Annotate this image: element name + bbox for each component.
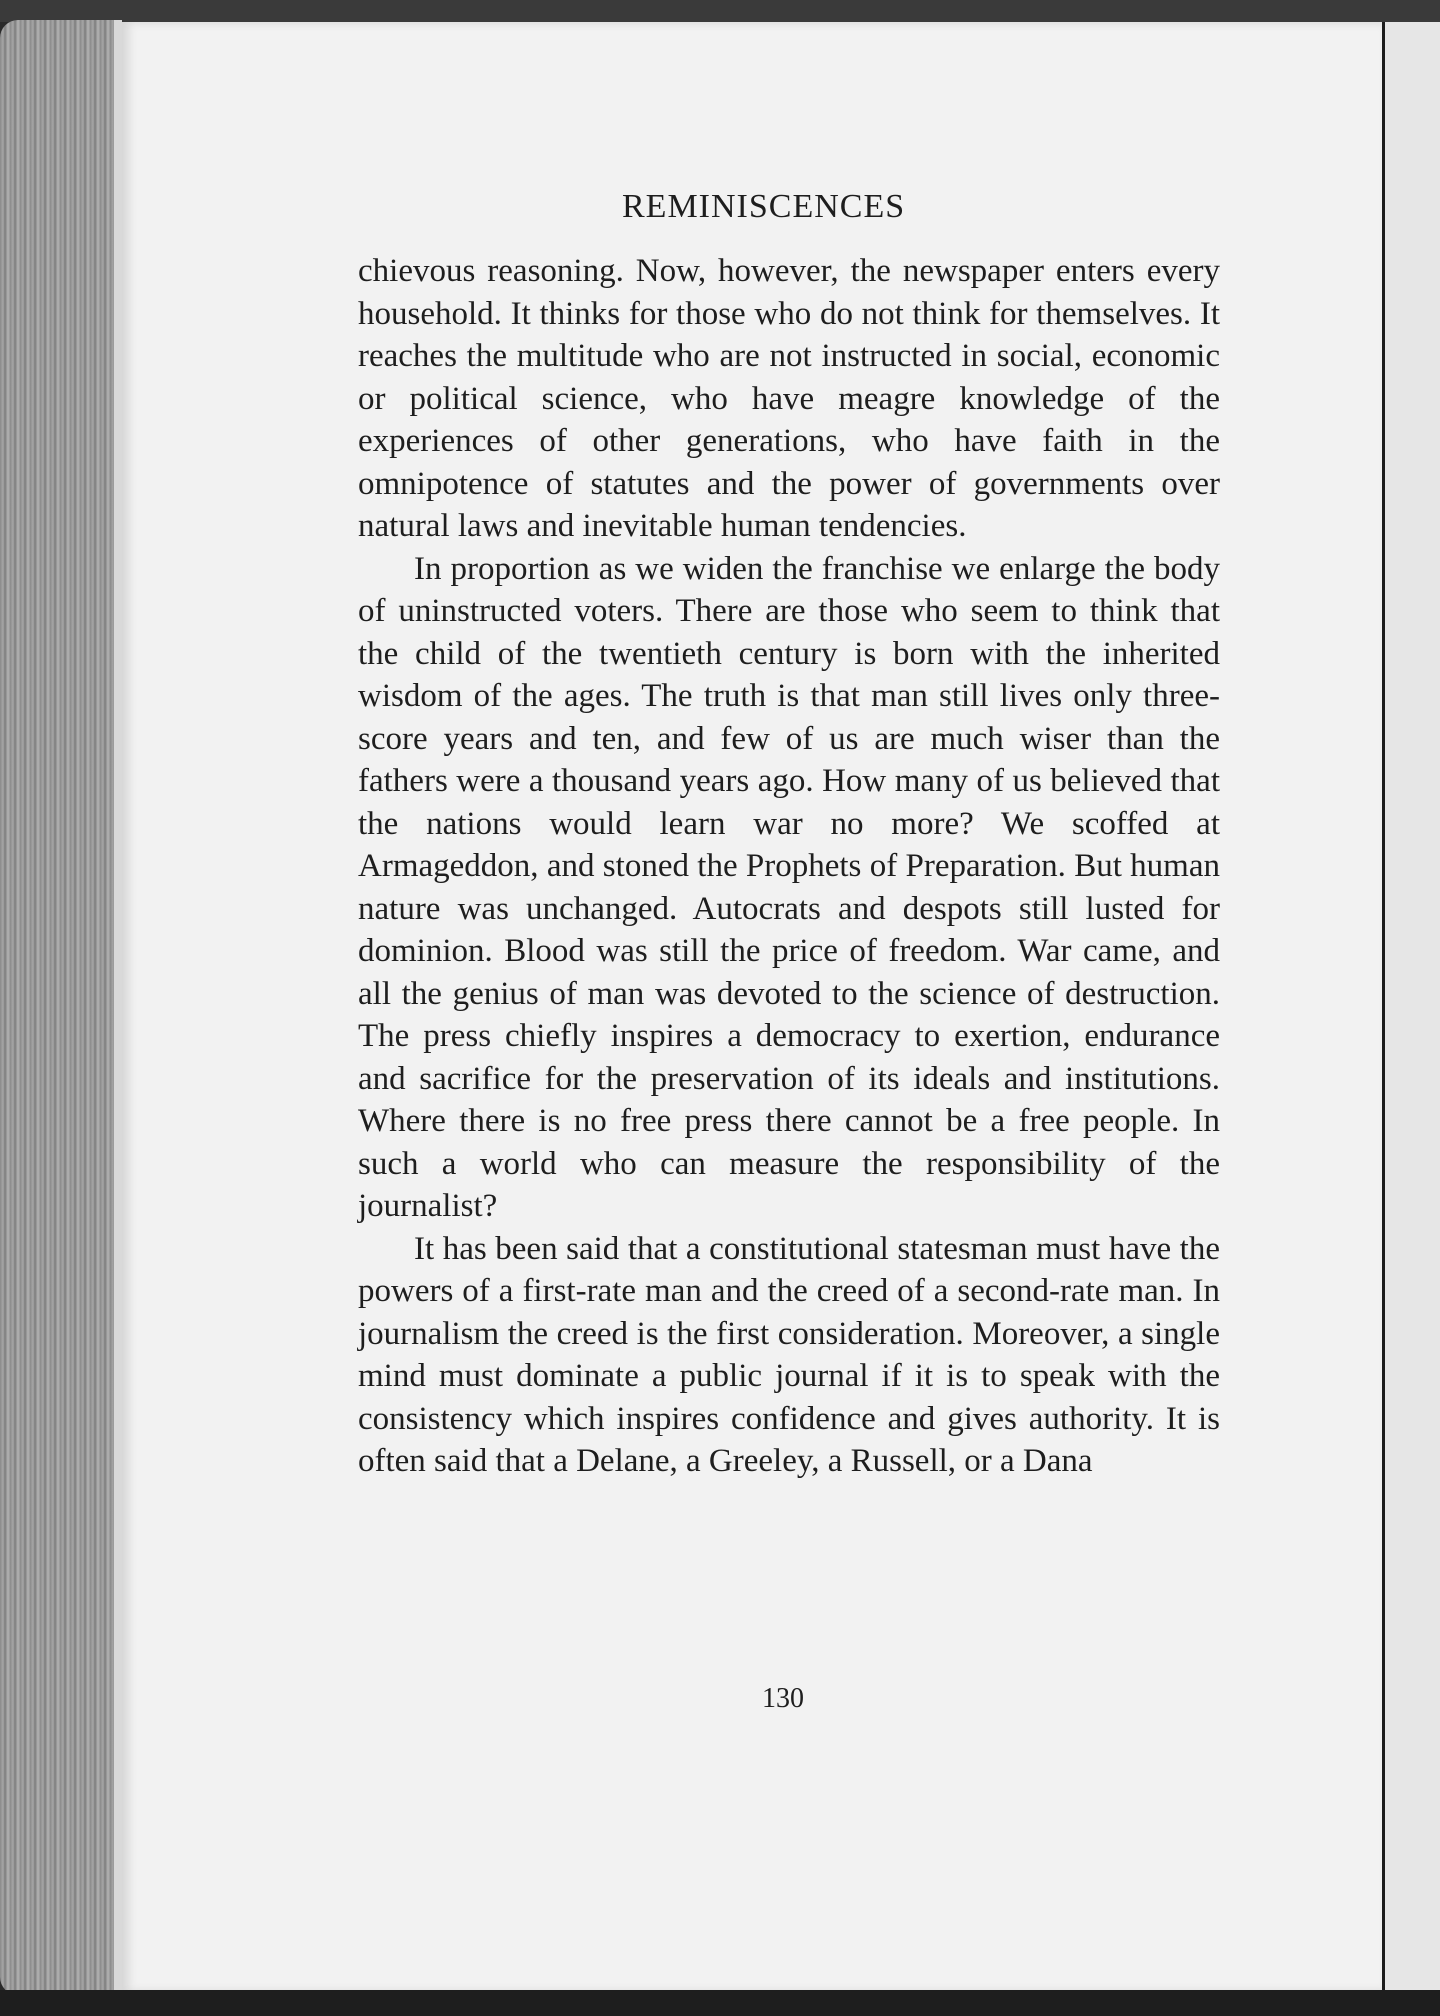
bottom-background xyxy=(0,1990,1440,2016)
page-number: 130 xyxy=(762,1683,804,1714)
paragraph-2: In proportion as we widen the franchise we enlarge the body of uninstructed voters. There are those who seem to think that the child of the twentieth century is born with the inherited wisdom of the ages. The truth is that man still lives only three-score years and ten, and few of us are much wiser than the fathers were a thousand years ago. How many of us believed that the nations would learn war no more? We scoffed at Armageddon, and stoned the Prophets of Preparation. But human nature was unchanged. Autocrats and despots still lusted for dominion. Blood was still the price of freedom. War came, and all the genius of man was devoted to the science of destruction. The press chiefly inspires a democracy to exertion, endurance and sacrifice for the preservation of its ideals and institutions. Where there is no free press there cannot be a free people. In such a world who can measure the responsibility of the journalist? xyxy=(358,550,1220,1224)
book-page-edges xyxy=(0,20,122,1995)
top-background xyxy=(0,0,1440,22)
body-text xyxy=(358,250,1220,1483)
running-head: REMINISCENCES xyxy=(622,188,906,225)
paragraph-3: It has been said that a constitutional statesman must have the powers of a first-rate man and the creed of a second-rate man. In journalism the creed is the first consideration. Moreover, a single mind must dominate a public journal if it is to speak with the consistency which inspires confidence and gives authority. It is often said that a Delane, a Greeley, a Russell, or a Dana xyxy=(358,1230,1220,1479)
paragraph-1: chievous reasoning. Now, however, the newspaper enters every household. It thinks for those who do not think for themselves. It reaches the multitude who are not instructed in social, economic or political science, who have meagre knowledge of the experiences of other generations, who have faith in the omnipotence of statutes and the power of governments over natural laws and inevitable human tendencies. xyxy=(358,253,1220,544)
facing-page-edge xyxy=(1382,22,1440,1992)
